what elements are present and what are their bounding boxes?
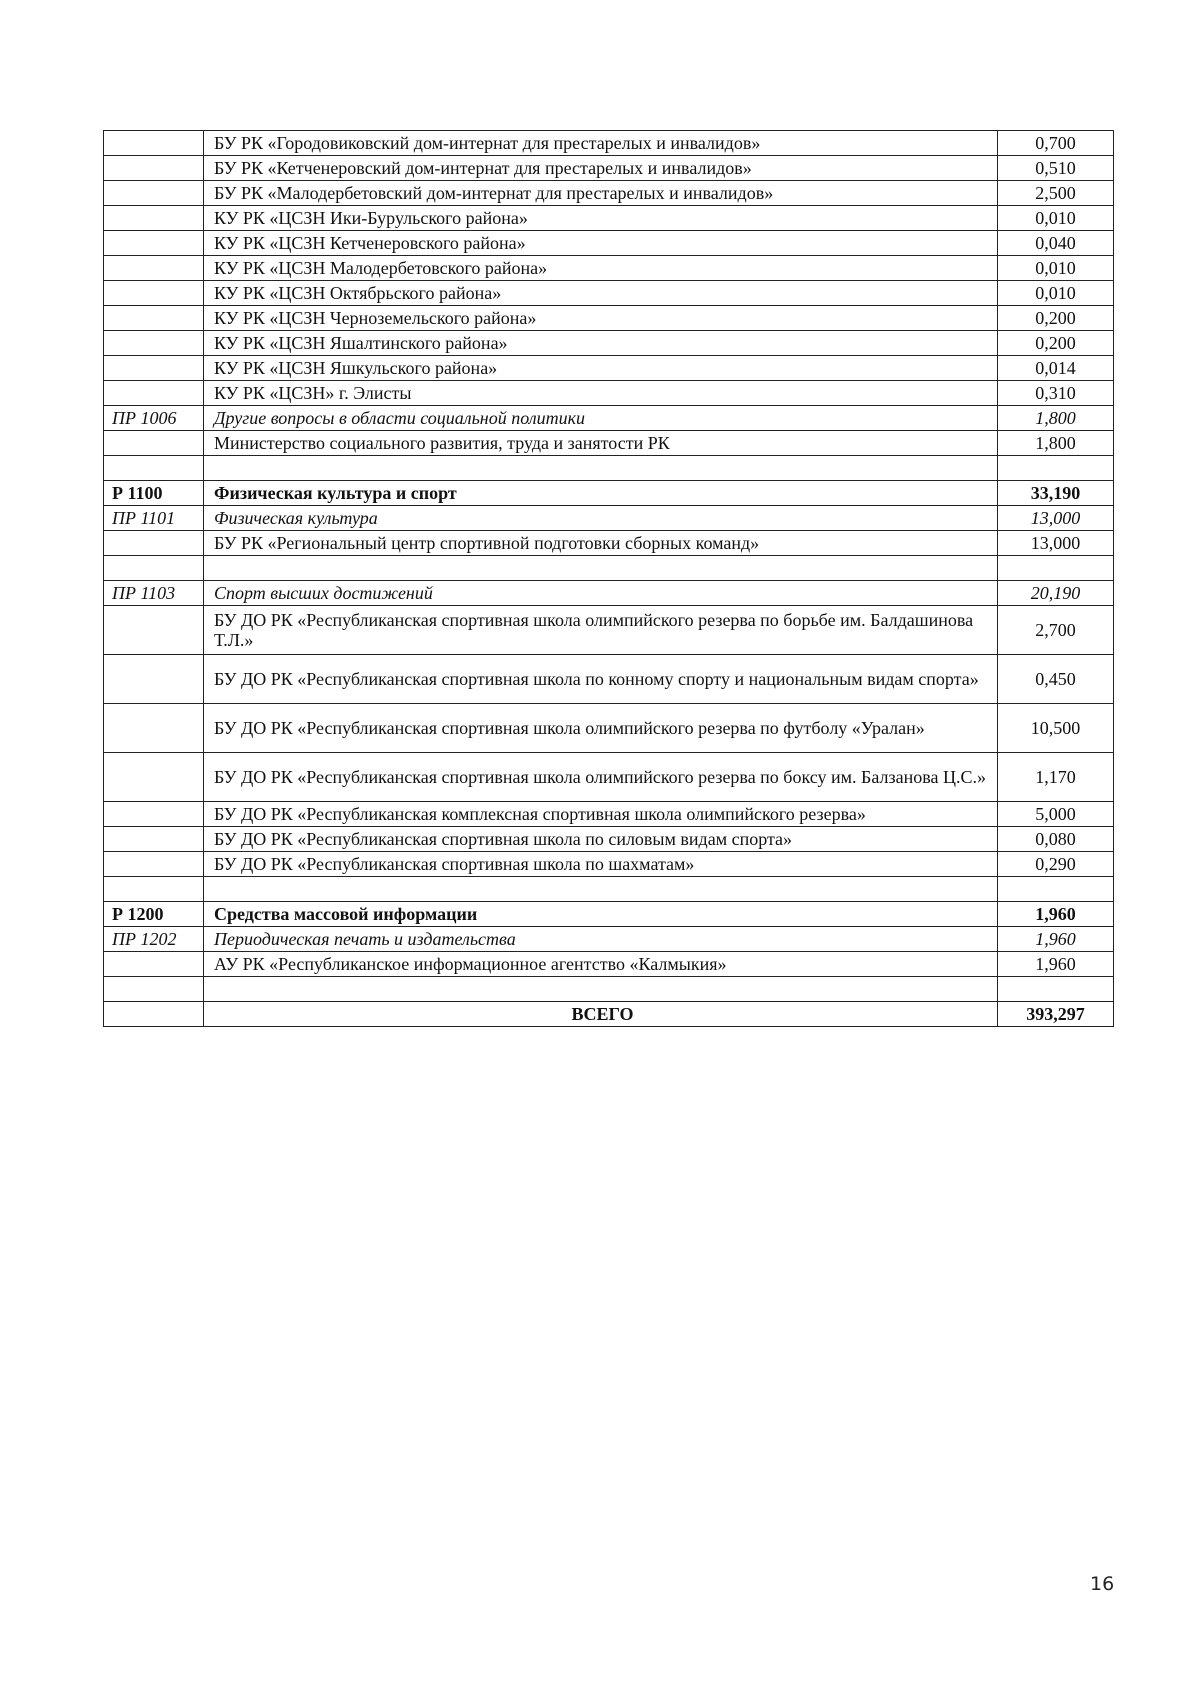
name-cell: Физическая культура [204,506,998,531]
amount-cell: 5,000 [998,802,1114,827]
name-cell: КУ РК «ЦСЗН Ики-Бурульского района» [204,206,998,231]
amount-cell: 10,500 [998,704,1114,753]
amount-cell: 393,297 [998,1002,1114,1027]
page-number: 16 [1090,1573,1115,1595]
amount-cell [998,556,1114,581]
table-row [104,231,1114,256]
table-row [104,281,1114,306]
amount-cell: 0,080 [998,827,1114,852]
spacer-row [104,977,1114,1002]
name-cell: Спорт высших достижений [204,581,998,606]
name-cell: КУ РК «ЦСЗН» г. Элисты [204,381,998,406]
name-cell: КУ РК «ЦСЗН Яшкульского района» [204,356,998,381]
code-cell [104,1002,204,1027]
name-cell: БУ ДО РК «Республиканская спортивная школа по шахматам» [204,852,998,877]
amount-cell: 0,200 [998,331,1114,356]
amount-cell: 0,450 [998,655,1114,704]
table-row [104,827,1114,852]
amount-cell: 0,010 [998,206,1114,231]
table-row [104,531,1114,556]
amount-cell: 0,010 [998,256,1114,281]
table-row [104,131,1114,156]
code-cell [104,356,204,381]
name-cell: БУ РК «Городовиковский дом-интернат для престарелых и инвалидов» [204,131,998,156]
name-cell: БУ ДО РК «Республиканская комплексная спортивная школа олимпийского резерва» [204,802,998,827]
table-row [104,852,1114,877]
amount-cell [998,977,1114,1002]
code-cell [104,877,204,902]
amount-cell [998,877,1114,902]
name-cell: КУ РК «ЦСЗН Кетченеровского района» [204,231,998,256]
table-row [104,381,1114,406]
amount-cell: 2,500 [998,181,1114,206]
code-cell [104,827,204,852]
amount-cell: 13,000 [998,531,1114,556]
name-cell: КУ РК «ЦСЗН Яшалтинского района» [204,331,998,356]
amount-cell: 1,800 [998,431,1114,456]
name-cell: КУ РК «ЦСЗН Октябрьского района» [204,281,998,306]
code-cell [104,281,204,306]
code-cell: ПР 1103 [104,581,204,606]
code-cell [104,181,204,206]
code-cell: ПР 1202 [104,927,204,952]
table-row [104,704,1114,753]
code-cell [104,655,204,704]
name-cell: БУ ДО РК «Республиканская спортивная школа олимпийского резерва по футболу «Уралан» [204,704,998,753]
amount-cell: 1,960 [998,952,1114,977]
name-cell: БУ ДО РК «Республиканская спортивная школа по конному спорту и национальным видам спорта» [204,655,998,704]
budget-table [103,130,1114,1027]
table-row [104,306,1114,331]
table-row [104,655,1114,704]
code-cell [104,431,204,456]
amount-cell: 13,000 [998,506,1114,531]
code-cell: Р 1100 [104,481,204,506]
code-cell [104,977,204,1002]
name-cell: Министерство социального развития, труда и занятости РК [204,431,998,456]
table-row [104,156,1114,181]
table-row [104,181,1114,206]
name-cell [204,556,998,581]
name-cell: БУ РК «Кетченеровский дом-интернат для престарелых и инвалидов» [204,156,998,181]
amount-cell: 0,200 [998,306,1114,331]
code-cell [104,606,204,655]
code-cell [104,456,204,481]
amount-cell: 0,010 [998,281,1114,306]
name-cell: КУ РК «ЦСЗН Черноземельского района» [204,306,998,331]
spacer-row [104,877,1114,902]
amount-cell: 0,040 [998,231,1114,256]
amount-cell: 33,190 [998,481,1114,506]
amount-cell: 1,960 [998,927,1114,952]
table-row [104,331,1114,356]
name-cell: БУ ДО РК «Республиканская спортивная школа олимпийского резерва по борьбе им. Балдашинова Т.Л.» [204,606,998,655]
name-cell [204,877,998,902]
code-cell [104,802,204,827]
budget-table-body [104,131,1114,1027]
code-cell [104,131,204,156]
amount-cell: 0,700 [998,131,1114,156]
name-cell: АУ РК «Республиканское информационное агентство «Калмыкия» [204,952,998,977]
code-cell [104,852,204,877]
code-cell [104,306,204,331]
name-cell: Физическая культура и спорт [204,481,998,506]
spacer-row [104,556,1114,581]
table-row [104,753,1114,802]
code-cell [104,753,204,802]
table-row [104,356,1114,381]
name-cell: ВСЕГО [204,1002,998,1027]
amount-cell: 0,310 [998,381,1114,406]
code-cell [104,952,204,977]
table-row [104,206,1114,231]
code-cell [104,331,204,356]
name-cell: БУ РК «Региональный центр спортивной подготовки сборных команд» [204,531,998,556]
table-row [104,256,1114,281]
name-cell: БУ ДО РК «Республиканская спортивная школа олимпийского резерва по боксу им. Балзанова Ц.С.» [204,753,998,802]
total-row [104,1002,1114,1027]
code-cell [104,231,204,256]
name-cell: КУ РК «ЦСЗН Малодербетовского района» [204,256,998,281]
amount-cell: 0,014 [998,356,1114,381]
table-row [104,802,1114,827]
spacer-row [104,456,1114,481]
name-cell: Другие вопросы в области социальной политики [204,406,998,431]
code-cell: ПР 1006 [104,406,204,431]
section-row [104,481,1114,506]
amount-cell: 1,170 [998,753,1114,802]
table-row [104,431,1114,456]
amount-cell [998,456,1114,481]
subsection-row [104,506,1114,531]
table-row [104,606,1114,655]
code-cell [104,556,204,581]
name-cell [204,977,998,1002]
section-row [104,902,1114,927]
code-cell: ПР 1101 [104,506,204,531]
code-cell [104,531,204,556]
amount-cell: 1,800 [998,406,1114,431]
code-cell [104,381,204,406]
amount-cell: 2,700 [998,606,1114,655]
subsection-row [104,581,1114,606]
amount-cell: 0,290 [998,852,1114,877]
name-cell: Средства массовой информации [204,902,998,927]
amount-cell: 1,960 [998,902,1114,927]
name-cell [204,456,998,481]
code-cell [104,206,204,231]
table-row [104,952,1114,977]
name-cell: Периодическая печать и издательства [204,927,998,952]
amount-cell: 20,190 [998,581,1114,606]
subsection-row [104,927,1114,952]
code-cell [104,256,204,281]
name-cell: БУ ДО РК «Республиканская спортивная школа по силовым видам спорта» [204,827,998,852]
name-cell: БУ РК «Малодербетовский дом-интернат для престарелых и инвалидов» [204,181,998,206]
code-cell: Р 1200 [104,902,204,927]
code-cell [104,704,204,753]
code-cell [104,156,204,181]
subsection-row [104,406,1114,431]
amount-cell: 0,510 [998,156,1114,181]
